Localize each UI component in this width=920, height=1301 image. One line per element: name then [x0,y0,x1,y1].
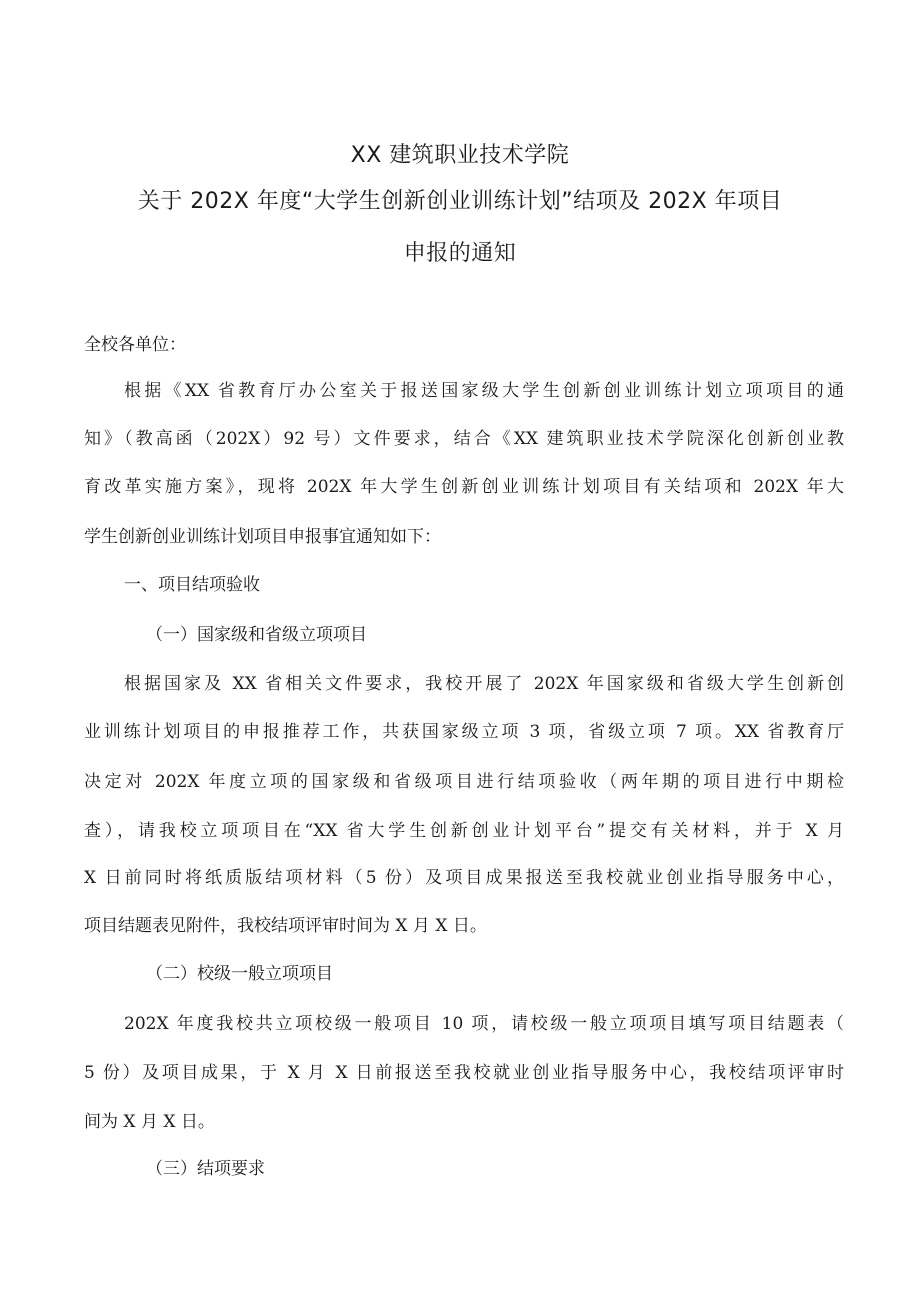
paragraph-3-line: 5 份）及项目成果，于 X 月 X 日前报送至我校就业创业指导服务中心，我校结项评审时 [84,1063,844,1083]
paragraph-3-line: 间为 X 月 X 日。 [84,1112,215,1132]
paragraph-2-line: 项目结题表见附件，我校结项评审时间为 X 月 X 日。 [84,916,487,936]
paragraph-1-line: 学生创新创业训练计划项目申报事宜通知如下： [84,527,441,547]
paragraph-1-line: 根据《XX 省教育厅办公室关于报送国家级大学生创新创业训练计划立项项目的通 [124,381,844,401]
paragraph-2-line: 根据国家及 XX 省相关文件要求，我校开展了 202X 年国家级和省级大学生创新创 [124,674,844,694]
paragraph-2-line: 查），请我校立项项目在“XX 省大学生创新创业计划平台”提交有关材料，并于 X 月 [84,821,844,841]
paragraph-2-line: X 日前同时将纸质版结项材料（5 份）及项目成果报送至我校就业创业指导服务中心， [84,868,844,888]
subsection-heading-2: （二）校级一般立项项目 [146,964,333,984]
paragraph-2-line: 决定对 202X 年度立项的国家级和省级项目进行结项验收（两年期的项目进行中期检 [84,772,844,792]
document-title-line-2: 关于 202X 年度“大学生创新创业训练计划”结项及 202X 年项目 [137,189,783,214]
subsection-heading-1: （一）国家级和省级立项项目 [146,625,367,645]
document-title-line-3: 申报的通知 [403,241,517,266]
document-title-line-1: XX 建筑职业技术学院 [350,143,570,168]
subsection-heading-3: （三）结项要求 [146,1159,265,1179]
paragraph-2-line: 业训练计划项目的申报推荐工作，共获国家级立项 3 项，省级立项 7 项。XX 省教育厅 [84,722,844,742]
section-heading-1: 一、项目结项验收 [124,575,260,595]
paragraph-1-line: 育改革实施方案》，现将 202X 年大学生创新创业训练计划项目有关结项和 202X 年大 [84,477,844,497]
paragraph-3-line: 202X 年度我校共立项校级一般项目 10 项，请校级一般立项项目填写项目结题表（ [124,1014,844,1034]
paragraph-1-line: 知》（教高函（202X）92 号）文件要求，结合《XX 建筑职业技术学院深化创新创业教 [84,429,844,449]
salutation: 全校各单位： [84,335,186,355]
